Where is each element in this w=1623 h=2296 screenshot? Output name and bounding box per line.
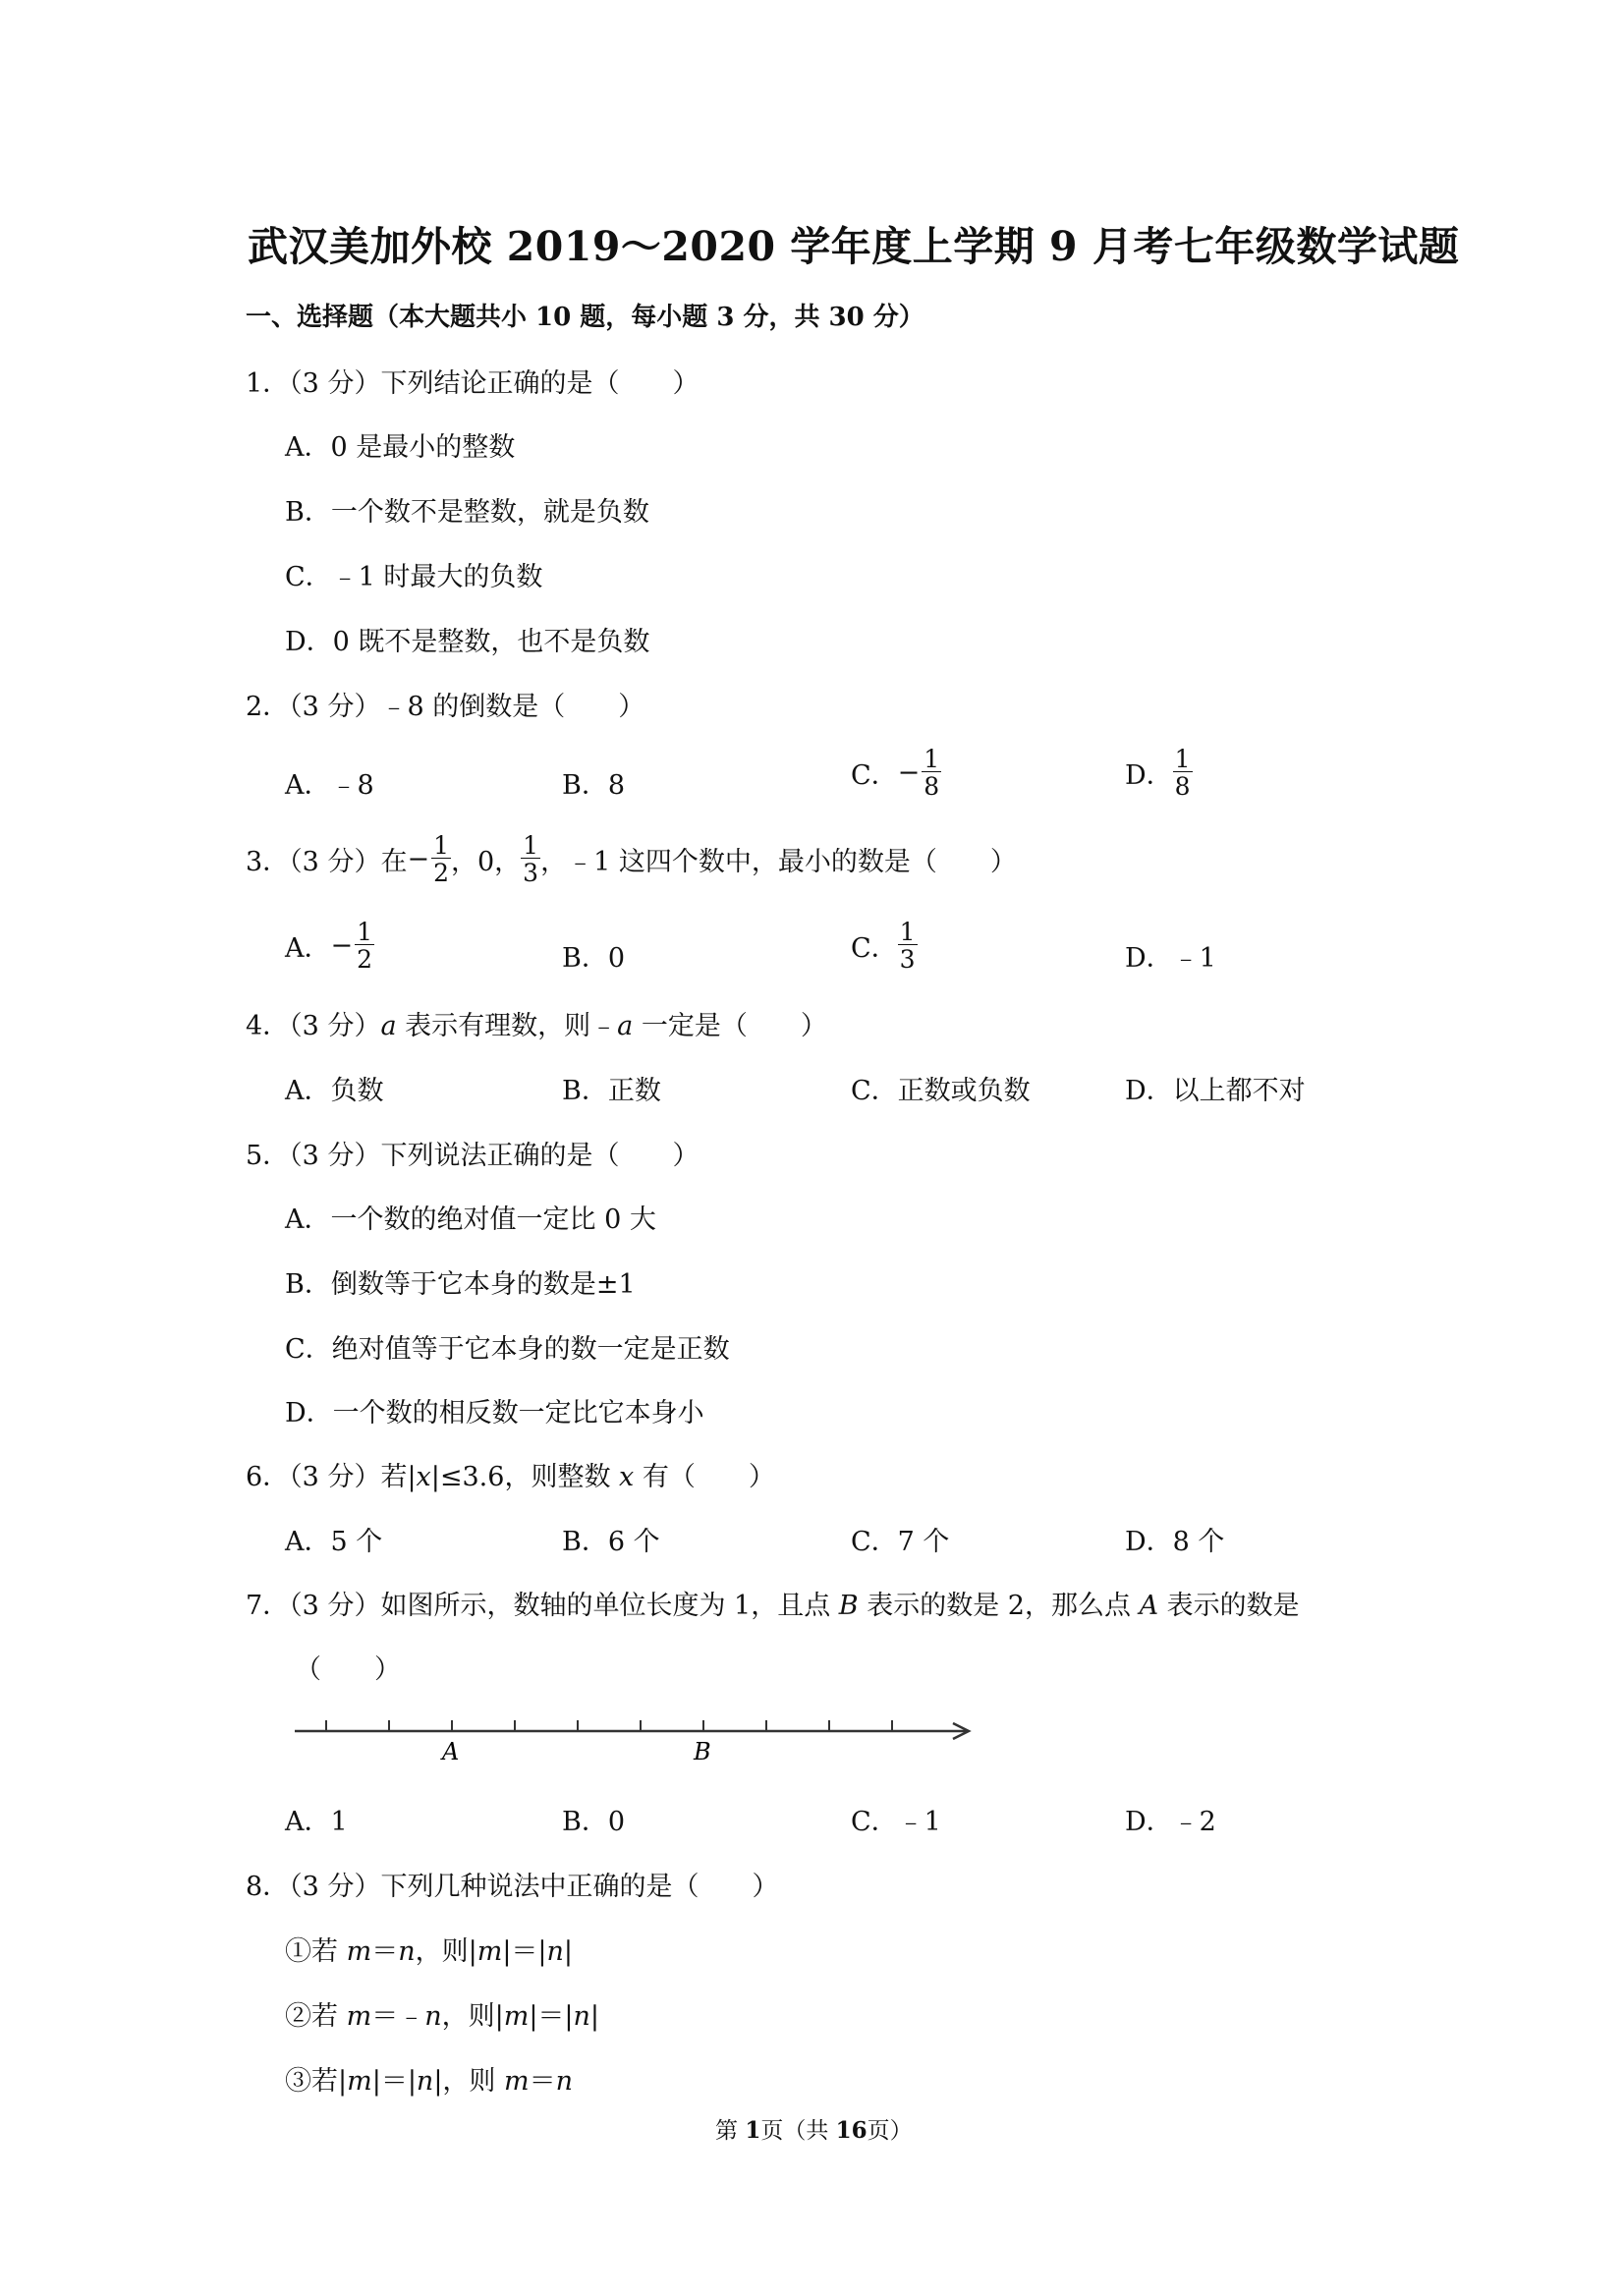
fraction: $\frac{1}{8}$ bbox=[1174, 745, 1191, 801]
question-1-option-d: D．0 既不是整数，也不是负数 bbox=[285, 627, 650, 657]
question-7-stem: 7．（3 分）如图所示，数轴的单位长度为 1，且点 B 表示的数是 2，那么点 A 表示的数是 bbox=[246, 1591, 1300, 1621]
question-2-option-d bbox=[1125, 747, 1193, 799]
question-1-stem: 1．（3 分）下列结论正确的是（ ） bbox=[246, 368, 700, 399]
question-7-option-b: B．0 bbox=[562, 1807, 626, 1837]
fraction: $\frac{1}{3}$ bbox=[523, 831, 539, 887]
option-label: D． bbox=[1125, 760, 1173, 791]
question-7-option-c: C．﹣1 bbox=[851, 1807, 941, 1837]
question-6-stem: 6．（3 分）若|x|≤3.6，则整数 x 有（ ） bbox=[246, 1462, 775, 1492]
page-title: 武汉美加外校 2019～2020 学年度上学期 9 月考七年级数学试题 bbox=[248, 223, 1460, 270]
question-8-statement-2: ②若 m＝﹣n，则|m|＝|n| bbox=[285, 2001, 600, 2032]
section-heading: 一、选择题（本大题共小 10 题，每小题 3 分，共 30 分） bbox=[246, 303, 924, 332]
question-3-option-a: A．− $\frac{1}{2}$ bbox=[285, 918, 373, 974]
question-4-option-b: B．正数 bbox=[562, 1076, 661, 1106]
question-1-option-c: C．﹣1 时最大的负数 bbox=[285, 562, 543, 592]
question-3-option-d: D．﹣1 bbox=[1125, 943, 1216, 974]
question-2-option-a: A．﹣8 bbox=[285, 770, 374, 801]
question-3-option-b: B．0 bbox=[562, 943, 626, 974]
question-2-option-c: C．− $\frac{1}{8}$ bbox=[851, 745, 940, 801]
point-a-label: A bbox=[442, 1738, 460, 1764]
question-6-option-a: A．5 个 bbox=[285, 1527, 383, 1557]
page-footer: 第 1页（共 16页） bbox=[715, 2117, 913, 2144]
question-5-option-a: A．一个数的绝对值一定比 0 大 bbox=[285, 1204, 656, 1235]
point-b-label: B bbox=[694, 1738, 711, 1764]
question-6-option-c: C．7 个 bbox=[851, 1527, 950, 1557]
question-2-option-b: B．8 bbox=[562, 770, 626, 801]
fraction: $\frac{1}{2}$ bbox=[357, 918, 373, 974]
fraction: $\frac{1}{3}$ bbox=[899, 918, 916, 974]
question-4-option-d: D．以上都不对 bbox=[1125, 1076, 1306, 1106]
question-6-option-b: B．6 个 bbox=[562, 1527, 660, 1557]
question-1-option-a: A．0 是最小的整数 bbox=[285, 432, 516, 463]
number-line-figure bbox=[285, 1705, 992, 1764]
page-total: 16 bbox=[835, 2117, 867, 2144]
question-4-option-a: A．负数 bbox=[285, 1076, 384, 1106]
question-8-statement-1: ①若 m＝n，则|m|＝|n| bbox=[285, 1936, 574, 1967]
question-5-stem: 5．（3 分）下列说法正确的是（ ） bbox=[246, 1141, 700, 1171]
question-3-stem: 3．（3 分）在− $\frac{1}{2}$ ，0， $\frac{1}{3}$ ，﹣1 这四个数中，最小的数是（ ） bbox=[246, 831, 1017, 887]
question-4-stem: 4．（3 分）a 表示有理数，则﹣a 一定是（ ） bbox=[246, 1011, 827, 1041]
question-2-stem: 2．（3 分）﹣8 的倒数是（ ） bbox=[246, 692, 645, 722]
question-7-option-d: D．﹣2 bbox=[1125, 1807, 1216, 1837]
question-5-option-d: D．一个数的相反数一定比它本身小 bbox=[285, 1398, 704, 1428]
question-8-stem: 8．（3 分）下列几种说法中正确的是（ ） bbox=[246, 1872, 779, 1902]
fraction: $\frac{1}{2}$ bbox=[433, 831, 449, 887]
page-number: 1 bbox=[745, 2117, 761, 2144]
question-7-answer-blank: （ ） bbox=[295, 1654, 401, 1685]
question-5-option-b: B．倒数等于它本身的数是±1 bbox=[285, 1269, 636, 1300]
question-6-option-d: D．8 个 bbox=[1125, 1527, 1225, 1557]
question-4-option-c: C．正数或负数 bbox=[851, 1076, 1031, 1106]
fraction: $\frac{1}{8}$ bbox=[923, 745, 940, 801]
question-1-option-b: B．一个数不是整数，就是负数 bbox=[285, 497, 649, 528]
question-3-option-c: C． $\frac{1}{3}$ bbox=[851, 918, 916, 974]
question-7-option-a: A．1 bbox=[285, 1807, 348, 1837]
question-8-statement-3: ③若|m|＝|n|，则 m＝n bbox=[285, 2066, 573, 2097]
option-label: C． bbox=[851, 760, 898, 791]
question-5-option-c: C．绝对值等于它本身的数一定是正数 bbox=[285, 1334, 730, 1365]
tick-marks bbox=[326, 1720, 892, 1731]
